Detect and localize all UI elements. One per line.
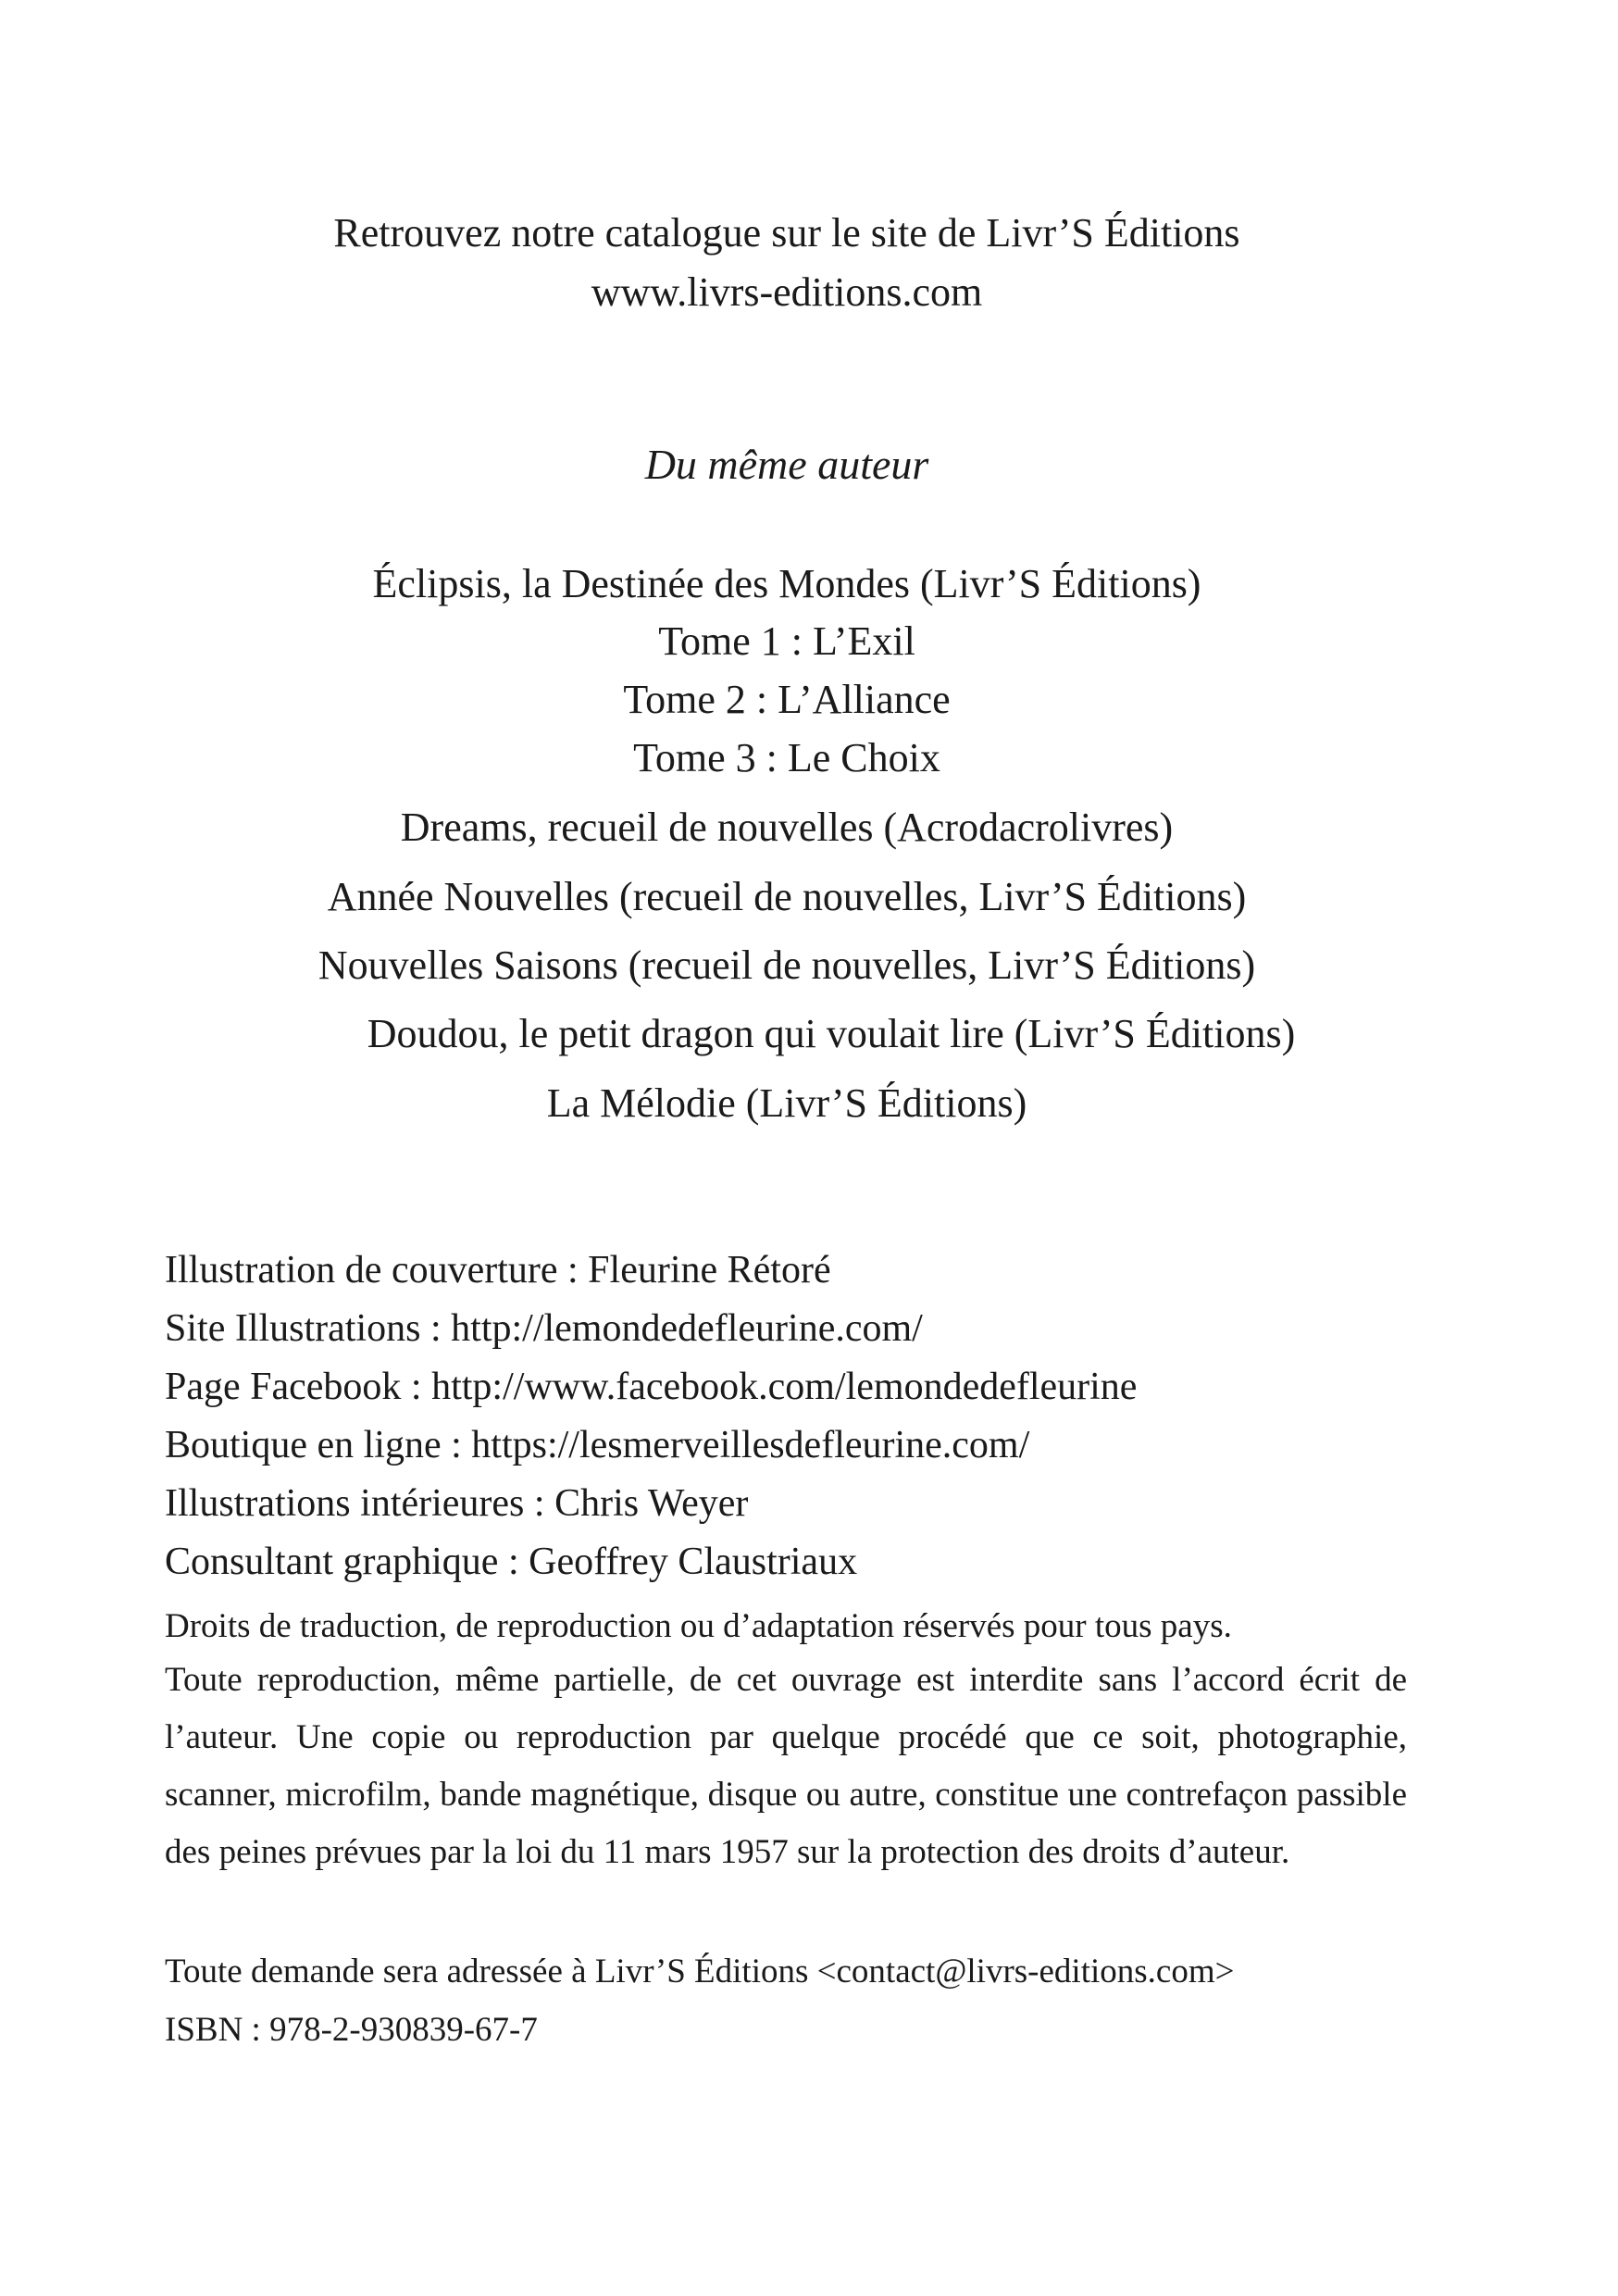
work-annee-nouvelles: Année Nouvelles (recueil de nouvelles, Livr’S Éditions)	[327, 874, 1247, 919]
catalog-line: Retrouvez notre catalogue sur le site de Livr’S Éditions	[333, 210, 1240, 256]
credit-cover-illustration: Illustration de couverture : Fleurine Rétoré	[165, 1249, 831, 1292]
credit-online-shop: Boutique en ligne : https://lesmerveillesdefleurine.com/	[165, 1424, 1030, 1466]
work-la-melodie: La Mélodie (Livr’S Éditions)	[546, 1080, 1027, 1126]
isbn: ISBN : 978-2-930839-67-7	[165, 2011, 538, 2049]
work-tome-3: Tome 3 : Le Choix	[633, 735, 940, 780]
credit-interior-illustrations: Illustrations intérieures : Chris Weyer	[165, 1482, 749, 1525]
legal-notice: Toute reproduction, même partielle, de cet ouvrage est interdite sans l’accord écrit de l’auteur. Une copie ou reproduction par quelque procédé que ce soit, photographie, scanner, microfilm, bande magnétique, disque ou autre, constitue une contrefaçon passible des peines prévues par la loi du 11 mars 1957 sur la protection des droits d’auteur.	[165, 1661, 1407, 1871]
work-nouvelles-saisons: Nouvelles Saisons (recueil de nouvelles, Livr’S Éditions)	[317, 942, 1256, 988]
credit-graphic-consultant: Consultant graphique : Geoffrey Claustriaux	[165, 1541, 858, 1583]
work-eclipsis: Éclipsis, la Destinée des Mondes (Livr’S Éditions)	[372, 561, 1201, 606]
work-doudou: Doudou, le petit dragon qui voulait lire (Livr’S Éditions)	[367, 1011, 1296, 1056]
work-tome-2: Tome 2 : L’Alliance	[623, 677, 951, 722]
legal-contact: Toute demande sera adressée à Livr’S Éditions <contact@livrs-editions.com>	[165, 1953, 1235, 1990]
legal-rights: Droits de traduction, de reproduction ou d’adaptation réservés pour tous pays.	[165, 1607, 1232, 1645]
work-dreams: Dreams, recueil de nouvelles (Acrodacrolivres)	[400, 805, 1174, 850]
publisher-website: www.livrs-editions.com	[591, 269, 983, 315]
credit-illustration-site: Site Illustrations : http://lemondedefleurine.com/	[165, 1307, 923, 1350]
same-author-heading: Du même auteur	[644, 441, 929, 488]
credit-facebook-page: Page Facebook : http://www.facebook.com/lemondedefleurine	[165, 1366, 1138, 1408]
work-tome-1: Tome 1 : L’Exil	[658, 618, 915, 664]
